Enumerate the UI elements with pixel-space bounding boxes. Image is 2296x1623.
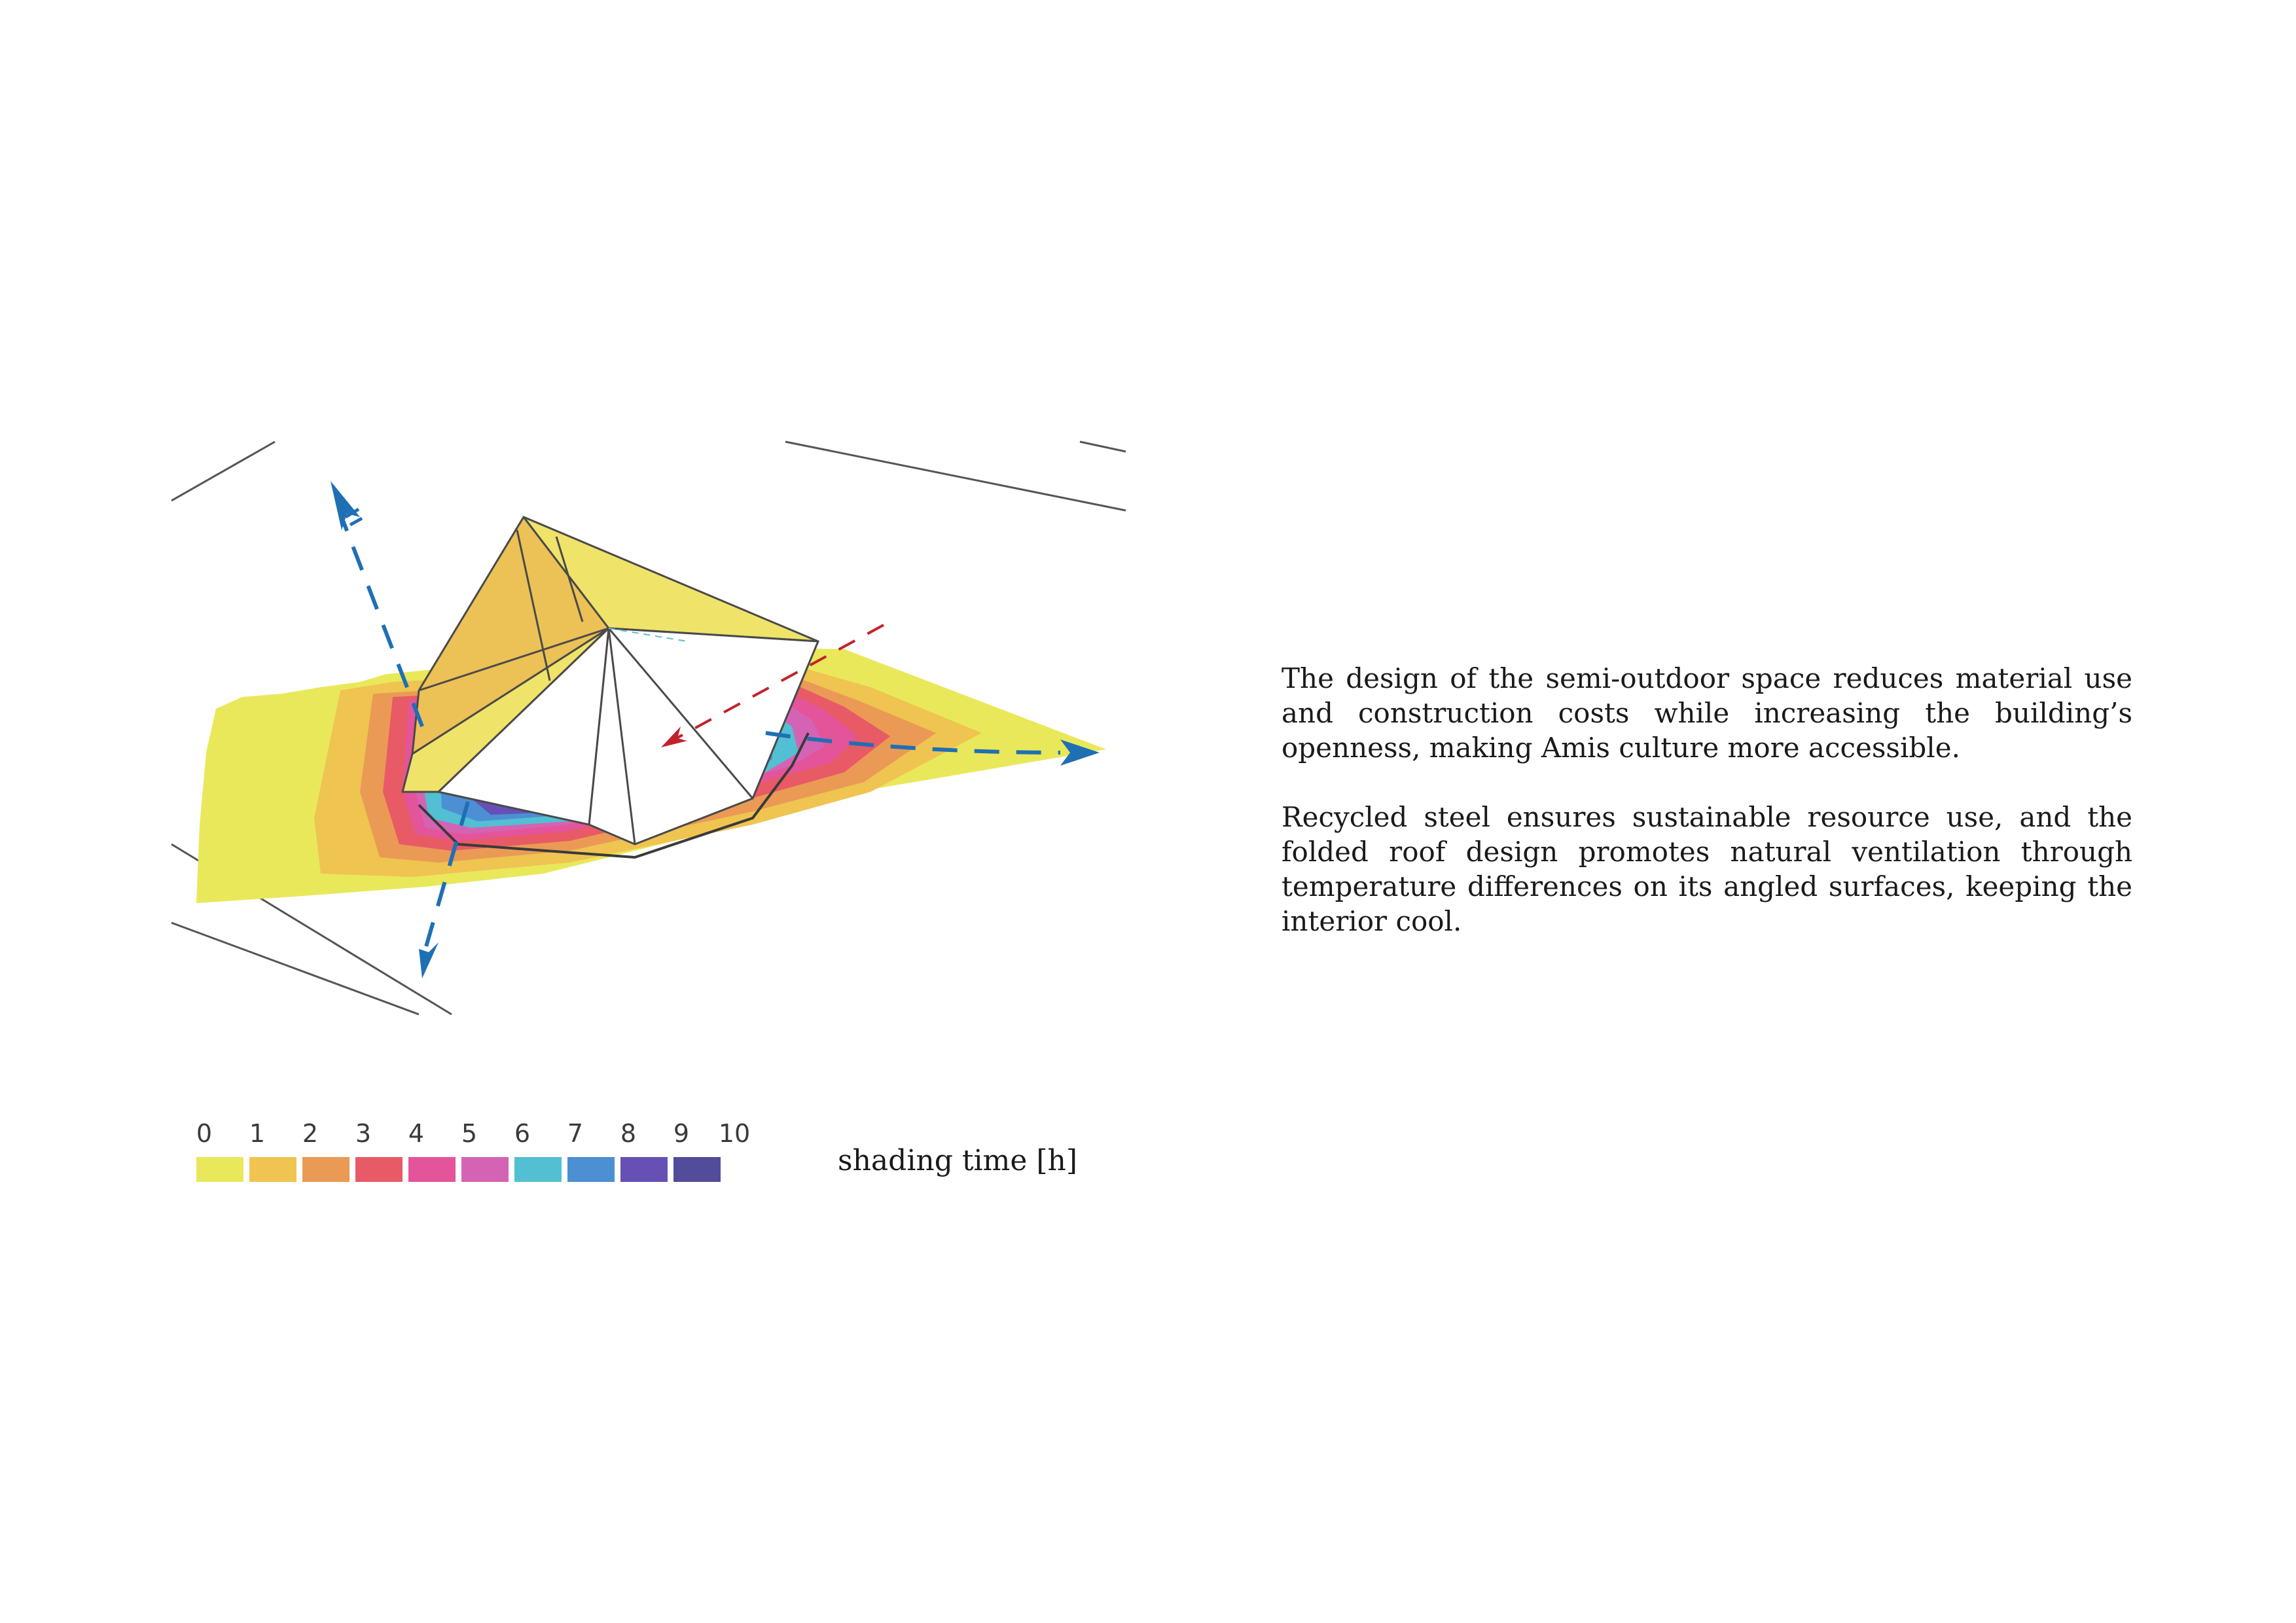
paragraph-1: The design of the semi-outdoor space reduces material use and construction costs while increasing the building’s openness, making Amis culture more accessible.	[1282, 662, 2132, 764]
paragraph-2: Recycled steel ensures sustainable resource use, and the folded roof design promotes natural ventilation through temperature differences on its angled surfaces, keeping the interior cool.	[1282, 801, 2132, 937]
legend-swatch-9	[673, 1157, 721, 1182]
legend-swatch-1	[249, 1157, 296, 1182]
legend-label-3: 3	[355, 1119, 372, 1148]
legend-swatch-6	[514, 1157, 562, 1182]
legend-label-7: 7	[567, 1119, 584, 1148]
legend-swatch-3	[355, 1157, 403, 1182]
legend-label-0: 0	[196, 1119, 213, 1148]
legend-swatch-4	[408, 1157, 456, 1182]
legend-label-2: 2	[302, 1119, 319, 1148]
legend-swatch-0	[196, 1157, 243, 1182]
legend-label-1: 1	[249, 1119, 266, 1148]
legend-swatch-5	[461, 1157, 509, 1182]
legend-label-10: 10	[718, 1119, 751, 1148]
legend-title: shading time [h]	[838, 1144, 1078, 1177]
arrowhead-southwest-icon	[419, 942, 439, 978]
legend-label-9: 9	[673, 1119, 690, 1148]
legend-swatch-2	[302, 1157, 350, 1182]
shading-legend	[196, 1119, 759, 1191]
legend-label-5: 5	[461, 1119, 478, 1148]
legend-swatch-8	[620, 1157, 668, 1182]
legend-label-4: 4	[408, 1119, 425, 1148]
legend-label-6: 6	[514, 1119, 531, 1148]
description-text	[1282, 661, 2132, 973]
legend-swatch-7	[567, 1157, 615, 1182]
legend-label-8: 8	[620, 1119, 637, 1148]
shading-analysis-diagram	[164, 425, 1132, 1027]
